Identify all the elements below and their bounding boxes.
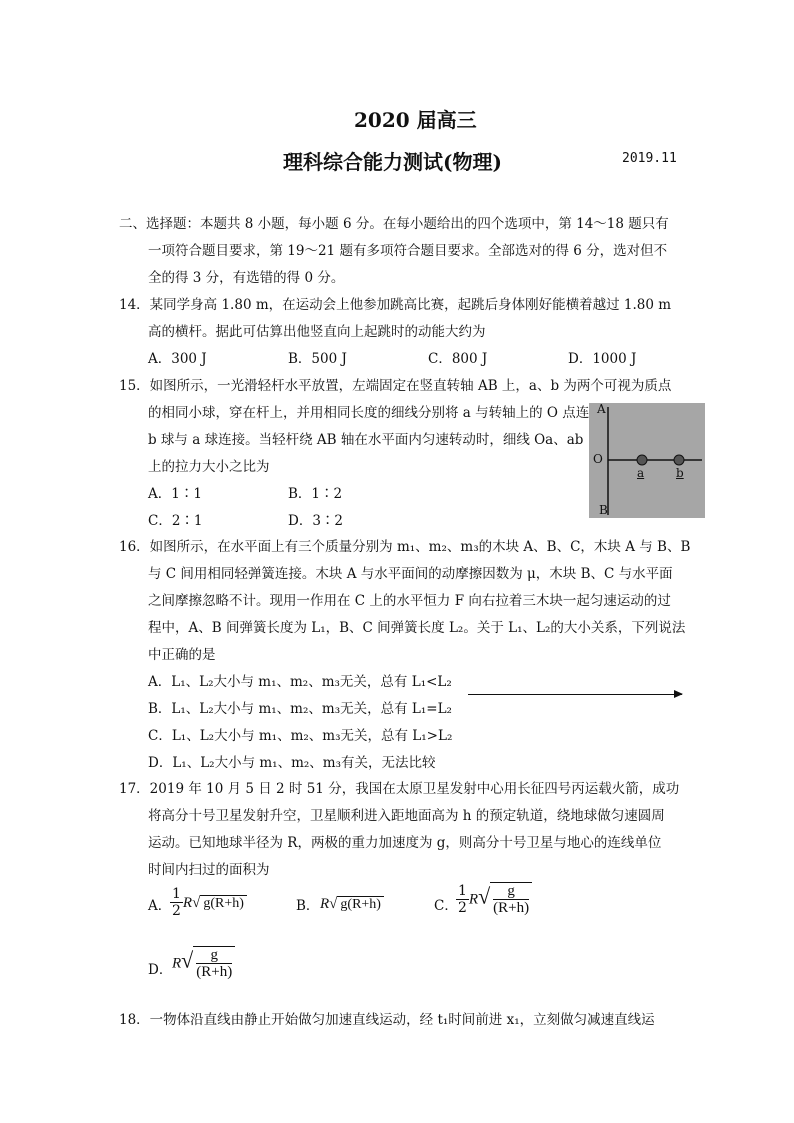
sqrt-sign: √: [329, 896, 338, 912]
frac-num: 1: [458, 882, 467, 899]
question-16-line: 16．如图所示，在水平面上有三个质量分别为 m₁、m₂、m₃的木块 A、B、C，木块 A 与 B、B: [119, 539, 691, 555]
symbol-r: R: [320, 896, 330, 912]
figure-label-a-top: A: [597, 402, 606, 416]
q15-option-d: D．3∶2: [288, 513, 344, 529]
question-15-line: b 球与 a 球连接。当轻杆绕 AB 轴在水平面内匀速转动时，细线 Oa、ab: [148, 432, 584, 448]
q15-option-b: B．1∶2: [288, 486, 343, 502]
symbol-r: R: [172, 955, 182, 972]
q17-option-b-label: B．: [296, 898, 320, 914]
ball-b: [674, 455, 684, 465]
q17-option-d-label: D．: [148, 962, 173, 978]
radicand-num: g: [493, 883, 529, 900]
exam-date: 2019.11: [622, 151, 677, 166]
radicand: g(R+h): [337, 896, 384, 913]
section-instructions-line: 一项符合题目要求，第 19～21 题有多项符合题目要求。全部选对的得 6 分，选对但不: [148, 243, 668, 259]
question-15-line: 的相同小球，穿在杆上，并用相同长度的细线分别将 a 与转轴上的 O 点连: [148, 405, 590, 421]
radicand-den: (R+h): [196, 964, 233, 980]
q15-option-a: A．1∶1: [148, 486, 202, 502]
q16-option-b: B．L₁、L₂大小与 m₁、m₂、m₃无关，总有 L₁=L₂: [148, 701, 452, 717]
q14-option-b: B．500 J: [288, 351, 347, 367]
q17-option-c-label: C．: [434, 898, 458, 914]
figure-label-ball-a: a: [637, 466, 645, 480]
question-16-line: 与 C 间用相同轻弹簧连接。木块 A 与水平面间的动摩擦因数为 μ，木块 B、C 与水平面: [148, 566, 673, 582]
figure-label-b-bottom: B: [599, 503, 608, 517]
sqrt-sign: √: [192, 895, 201, 911]
frac-den: 2: [458, 899, 467, 916]
sqrt-sign: √: [478, 883, 491, 909]
radicand-den: (R+h): [493, 900, 530, 916]
q14-option-c: C．800 J: [428, 351, 488, 367]
section-instructions-line: 二、选择题：本题共 8 小题，每小题 6 分。在每小题给出的四个选项中，第 14～18 题只有: [119, 216, 669, 232]
q14-option-d: D．1000 J: [568, 351, 637, 367]
question-14-line: 14．某同学身高 1.80 m，在运动会上他参加跳高比赛，起跳后身体刚好能横着越过 1.80 m: [119, 297, 672, 313]
frac-num: 1: [172, 886, 181, 902]
question-16-line: 之间摩擦忽略不计。现用一作用在 C 上的水平恒力 F 向右拉着三木块一起匀速运动的过: [148, 593, 671, 609]
q16-option-a: A．L₁、L₂大小与 m₁、m₂、m₃无关，总有 L₁<L₂: [148, 674, 452, 690]
fraction-half: [456, 883, 469, 916]
q17-option-a-label: A．: [148, 898, 172, 914]
q17-option-a-expr: [170, 886, 247, 919]
page-title: 2020 届高三: [354, 108, 477, 132]
page-subtitle: 理科综合能力测试(物理): [283, 150, 502, 174]
question-17-line: 时间内扫过的面积为: [148, 862, 270, 878]
question-18-line: 18．一物体沿直线由静止开始做匀加速直线运动，经 t₁时间前进 x₁，立刻做匀减速直线运: [119, 1012, 655, 1028]
q17-option-d-expr: [172, 946, 235, 980]
question-15-line: 上的拉力大小之比为: [148, 459, 270, 475]
section-instructions-line: 全的得 3 分，有选错的得 0 分。: [148, 270, 345, 286]
q17-option-b-expr: [320, 893, 384, 913]
radicand-fraction: [490, 882, 532, 916]
ball-a: [637, 455, 647, 465]
sqrt-sign: √: [181, 947, 194, 973]
q14-option-a: A．300 J: [148, 351, 207, 367]
symbol-r: R: [468, 891, 479, 908]
q15-option-c: C．2∶1: [148, 513, 203, 529]
question-17-line: 将高分十号卫星发射升空，卫星顺利进入距地面高为 h 的预定轨道，绕地球做匀速圆周: [148, 808, 665, 824]
radicand-num: g: [196, 947, 232, 964]
question-16-line: 中正确的是: [148, 647, 216, 663]
q16-option-d: D．L₁、L₂大小与 m₁、m₂、m₃有关，无法比较: [148, 755, 436, 771]
figure-label-o: O: [593, 452, 603, 466]
frac-den: 2: [172, 903, 181, 919]
q17-option-c-expr: [456, 882, 532, 916]
force-arrow: [468, 694, 682, 695]
q15-figure: [589, 403, 705, 518]
question-16-line: 程中，A、B 间弹簧长度为 L₁，B、C 间弹簧长度 L₂。关于 L₁、L₂的大小关系，下列说法: [148, 620, 686, 636]
symbol-r: R: [182, 895, 193, 911]
question-14-line: 高的横杆。据此可估算出他竖直向上起跳时的动能大约为: [148, 324, 486, 340]
radicand-fraction: [193, 946, 235, 980]
question-17-line: 17．2019 年 10 月 5 日 2 时 51 分，我国在太原卫星发射中心用长征四号丙运载火箭，成功: [119, 781, 680, 797]
q16-option-c: C．L₁、L₂大小与 m₁、m₂、m₃无关，总有 L₁>L₂: [148, 728, 453, 744]
radicand: g(R+h): [200, 895, 247, 912]
figure-label-ball-b: b: [676, 466, 684, 480]
fraction-half: [170, 886, 183, 919]
question-17-line: 运动。已知地球半径为 R，两极的重力加速度为 g，则高分十号卫星与地心的连线单位: [148, 835, 662, 851]
question-15-line: 15．如图所示，一光滑轻杆水平放置，左端固定在竖直转轴 AB 上，a、b 为两个可视为质点: [119, 378, 672, 394]
